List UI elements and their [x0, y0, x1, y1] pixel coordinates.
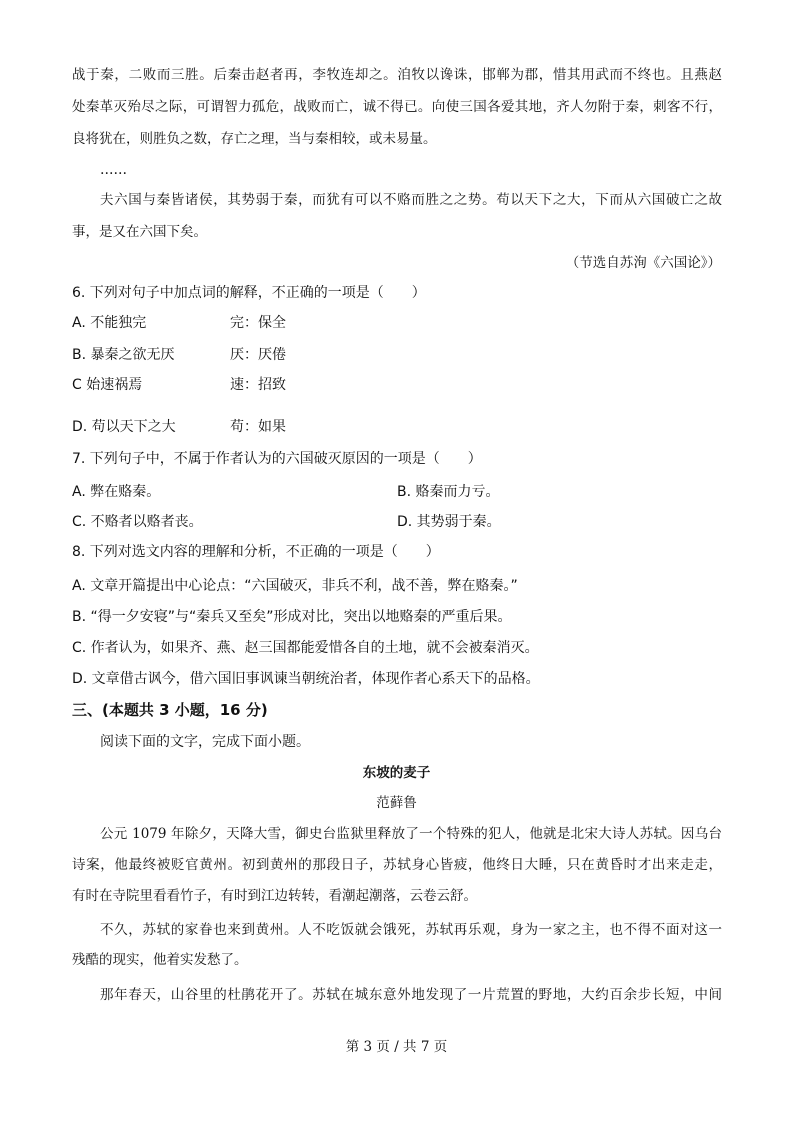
- question-8-option-a: A. 文章开篇提出中心论点：“六国破灭，非兵不利，战不善，弊在赂秦。”: [72, 578, 518, 594]
- ellipsis: ……: [100, 162, 127, 178]
- option-text: B. 暴秦之欲无厌: [72, 347, 175, 363]
- passage-line: 事，是又在六国下矣。: [72, 224, 207, 240]
- question-8-stem: 8. 下列对选文内容的理解和分析，不正确的一项是（ ）: [72, 544, 440, 560]
- instruction: 阅读下面的文字，完成下面小题。: [100, 734, 310, 750]
- question-7-option-c: C. 不赂者以赂者丧。: [72, 514, 203, 530]
- question-7-stem: 7. 下列句子中，不属于作者认为的六国破灭原因的一项是（ ）: [72, 451, 482, 467]
- article-line: 残酷的现实，他着实发愁了。: [72, 952, 248, 968]
- section-heading: 三、(本题共 3 小题，16 分): [72, 701, 268, 719]
- question-7-options-row: [72, 482, 722, 502]
- article-title: 东坡的麦子: [362, 765, 431, 781]
- option-text: D. 苟以天下之大: [72, 419, 176, 435]
- article-line: 有时在寺院里看看竹子，有时到江边转转，看潮起潮落，云卷云舒。: [72, 888, 477, 904]
- option-gloss: 完：保全: [230, 315, 286, 331]
- question-7-option-b: B. 赂秦而力亏。: [397, 484, 500, 500]
- question-7-options-row: [72, 512, 722, 532]
- option-gloss: 苟：如果: [230, 419, 286, 435]
- option-gloss: 速：招致: [230, 377, 286, 393]
- question-8-option-c: C. 作者认为，如果齐、燕、赵三国都能爱惜各自的土地，就不会被秦消灭。: [72, 640, 539, 656]
- passage-line: 夫六国与秦皆诸侯，其势弱于秦，而犹有可以不赂而胜之之势。苟以天下之大，下而从六国破亡之故: [100, 192, 722, 208]
- article-line: 诗案，他最终被贬官黄州。初到黄州的那段日子，苏轼身心皆疲，他终日大睡，只在黄昏时才出来走走，: [72, 857, 722, 873]
- option-text: A. 不能独完: [72, 315, 147, 331]
- article-author: 范藓鲁: [376, 795, 417, 811]
- question-6-option-a: [72, 313, 472, 333]
- page-footer: 第 3 页 / 共 7 页: [345, 1039, 448, 1055]
- passage-line: 良将犹在，则胜负之数，存亡之理，当与秦相较，或未易量。: [72, 131, 437, 147]
- article-line: 那年春天，山谷里的杜鹃花开了。苏轼在城东意外地发现了一片荒置的野地，大约百余步长短，中间: [100, 987, 722, 1003]
- question-6-option-d: [72, 417, 472, 437]
- question-7-option-d: D. 其势弱于秦。: [397, 514, 501, 530]
- question-6-option-c: [72, 375, 472, 395]
- passage-line: 战于秦，二败而三胜。后秦击赵者再，李牧连却之。洎牧以谗诛，邯郸为郡，惜其用武而不终也。且燕赵: [72, 67, 722, 83]
- question-7-option-a: A. 弊在赂秦。: [72, 484, 161, 500]
- option-gloss: 厌：厌倦: [230, 347, 286, 363]
- question-8-option-d: D. 文章借古讽今，借六国旧事讽谏当朝统治者，体现作者心系天下的品格。: [72, 671, 540, 687]
- option-text: C 始速祸焉: [72, 377, 143, 393]
- question-8-option-b: B. “得一夕安寝”与“秦兵又至矣”形成对比，突出以地赂秦的严重后果。: [72, 609, 512, 625]
- question-6-option-b: [72, 345, 472, 365]
- question-6-stem: 6. 下列对句子中加点词的解释，不正确的一项是（ ）: [72, 285, 426, 301]
- article-line: 公元 1079 年除夕，天降大雪，御史台监狱里释放了一个特殊的犯人，他就是北宋大诗人苏轼。因乌台: [100, 826, 722, 842]
- passage-line: 处秦革灭殆尽之际，可谓智力孤危，战败而亡，诚不得已。向使三国各爱其地，齐人勿附于秦，刺客不行，: [72, 99, 722, 115]
- article-line: 不久，苏轼的家眷也来到黄州。人不吃饭就会饿死，苏轼再乐观，身为一家之主，也不得不面对这一: [100, 922, 722, 938]
- source-citation: （节选自苏洵《六国论》）: [565, 255, 721, 271]
